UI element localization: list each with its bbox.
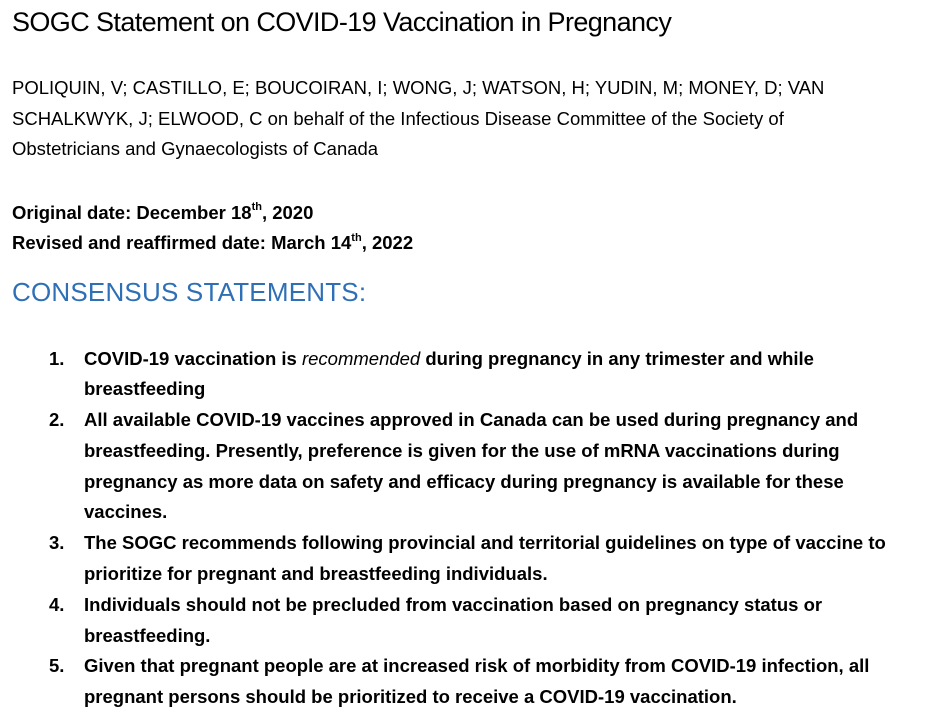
- author-list: POLIQUIN, V; CASTILLO, E; BOUCOIRAN, I; WONG, J; WATSON, H; YUDIN, M; MONEY, D; VAN SCHALKWYK, J; ELWOOD, C on behalf of the Infectious Disease Committee of the Society of Obstetricians and Gynaecologists of Canada: [12, 77, 825, 159]
- section-heading: CONSENSUS STATEMENTS:: [12, 276, 367, 307]
- statement-item: [12, 590, 927, 652]
- statement-item: [12, 651, 927, 713]
- consensus-statement-list: [12, 344, 927, 714]
- document-page: [12, 0, 927, 713]
- statement-text-after: during pregnancy in any trimester and while breastfeeding: [84, 347, 814, 400]
- date-block: [12, 198, 927, 259]
- original-date-label: Original date: December 18: [12, 201, 252, 223]
- original-date-suffix: th: [251, 201, 262, 214]
- statement-text: All available COVID-19 vaccines approved in Canada can be used during pregnancy and breastfeeding. Presently, preference is given for the use of mRNA vaccinations during pregnancy as more data on safety and efficacy during pregnancy is available for these vaccines.: [84, 409, 859, 523]
- statement-item: [12, 344, 927, 406]
- revised-date-label: Revised and reaffirmed date: March 14: [12, 232, 352, 253]
- statement-text-before: COVID-19 vaccination is: [84, 347, 302, 369]
- statement-number: 4.: [49, 593, 65, 615]
- statement-number: 1.: [49, 347, 65, 369]
- statement-emphasis: recommended: [301, 347, 421, 369]
- statement-number: 5.: [49, 655, 65, 677]
- original-date-year: , 2020: [261, 201, 314, 223]
- revised-date-suffix: th: [351, 231, 362, 244]
- revised-date-year: , 2022: [361, 232, 414, 253]
- statement-number: 3.: [49, 532, 65, 554]
- statement-text: Individuals should not be precluded from vaccination based on pregnancy status or breastfeeding.: [84, 593, 823, 646]
- statement-item: [12, 528, 927, 590]
- statement-text: The SOGC recommends following provincial and territorial guidelines on type of vaccine to prioritize for pregnant and breastfeeding individuals.: [84, 532, 886, 585]
- original-date: [12, 198, 927, 229]
- statement-text: Given that pregnant people are at increased risk of morbidity from COVID-19 infection, all pregnant persons should be prioritized to receive a COVID-19 vaccination.: [84, 655, 870, 708]
- statement-item: [12, 405, 927, 528]
- document-title: SOGC Statement on COVID-19 Vaccination in Pregnancy: [12, 7, 672, 37]
- revised-date: [12, 228, 927, 259]
- statement-number: 2.: [49, 409, 65, 431]
